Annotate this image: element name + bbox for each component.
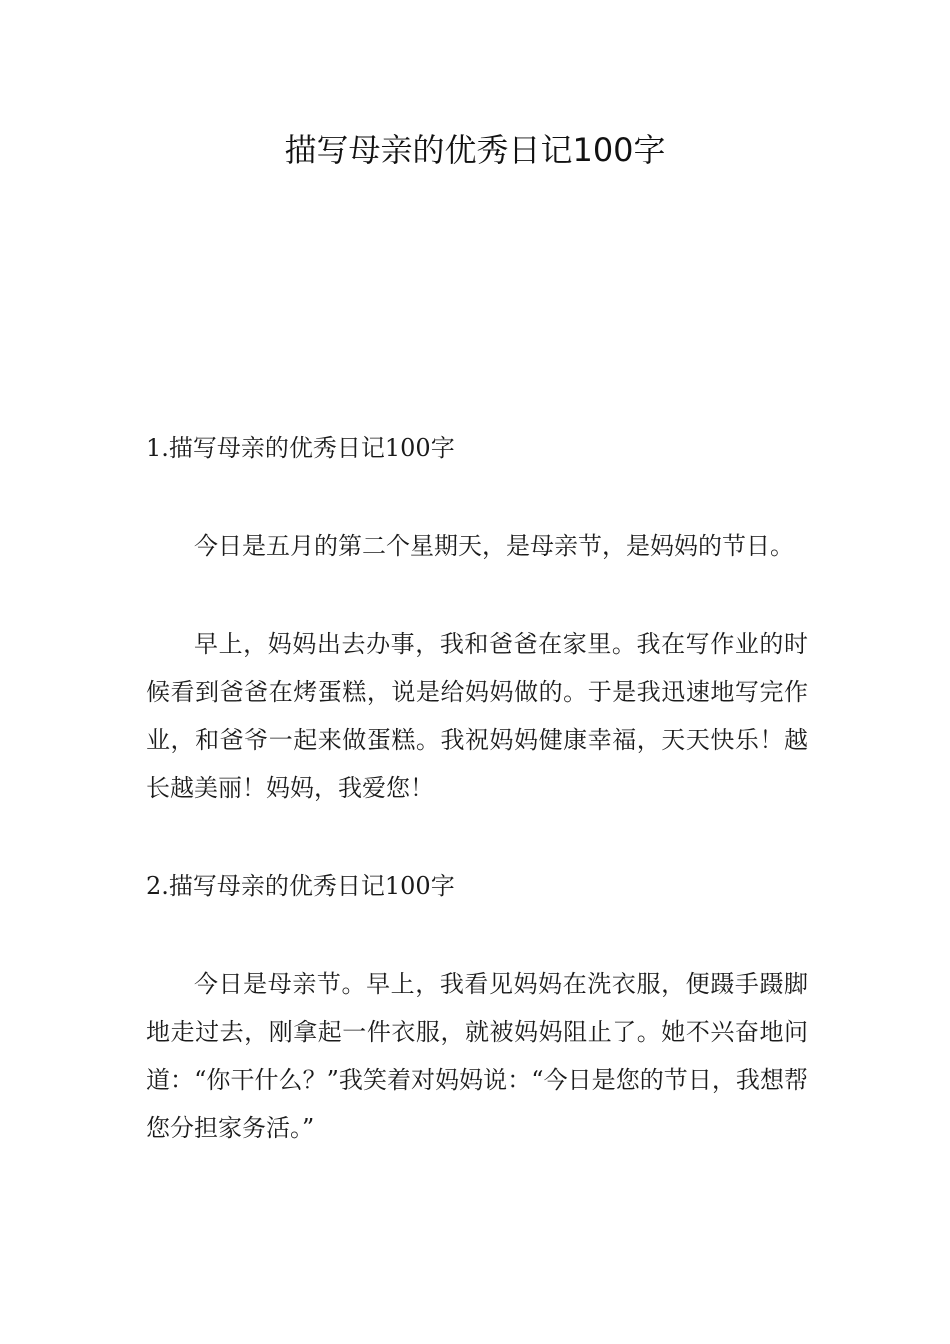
- document-title: 描写母亲的优秀日记100字: [284, 131, 666, 169]
- spacer: [146, 812, 808, 862]
- document-body: [146, 424, 808, 1152]
- section-heading-2: 2.描写母亲的优秀日记100字: [146, 872, 455, 900]
- paragraph-2-1: 今日是母亲节。早上，我看见妈妈在洗衣服，便蹑手蹑脚地走过去，刚拿起一件衣服，就被妈妈阻止了。她不兴奋地问道：“你干什么？”我笑着对妈妈说：“今日是您的节日，我想帮您分担家务活。”: [146, 970, 808, 1142]
- spacer: [146, 570, 808, 620]
- spacer: [146, 472, 808, 522]
- spacer: [146, 910, 808, 960]
- paragraph-1-2: 早上，妈妈出去办事，我和爸爸在家里。我在写作业的时候看到爸爸在烤蛋糕，说是给妈妈做的。于是我迅速地写完作业，和爸爷一起来做蛋糕。我祝妈妈健康幸福，天天快乐！越长越美丽！妈妈，我爱您！: [146, 630, 808, 802]
- section-heading-1: 1.描写母亲的优秀日记100字: [146, 434, 455, 462]
- paragraph-1-1: 今日是五月的第二个星期天，是母亲节，是妈妈的节日。: [194, 532, 794, 560]
